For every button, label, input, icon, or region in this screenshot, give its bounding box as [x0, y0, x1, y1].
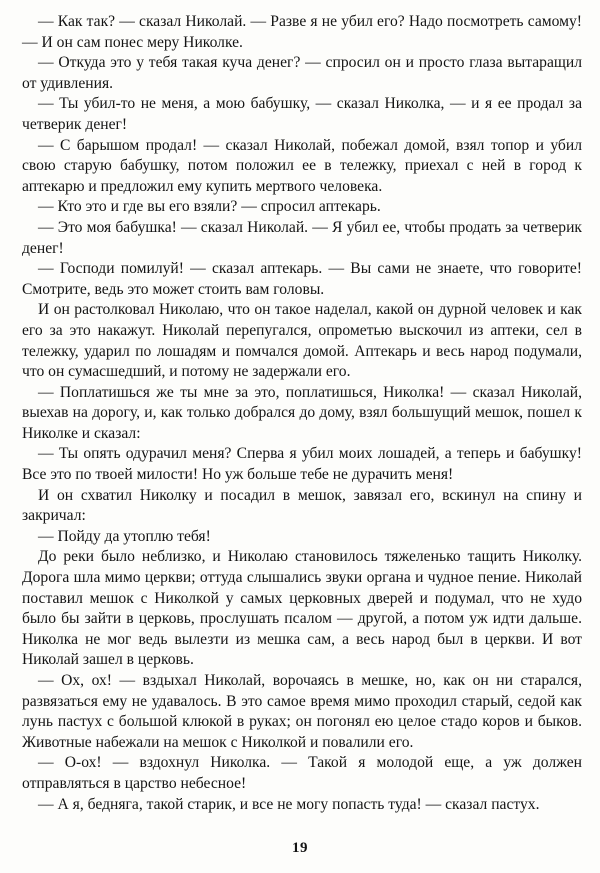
paragraph: — С барышом продал! — сказал Николай, побежал домой, взял топор и убил свою старую бабушку, потом положил ее в тележку, приехал с ней в город к аптекарю и предложил ему купить мертвого человека.	[22, 136, 582, 195]
paragraph: — Это моя бабушка! — сказал Николай. — Я убил ее, чтобы продать за четверик денег!	[22, 218, 582, 257]
paragraph: — Откуда это у тебя такая куча денег? — спросил он и просто глаза вытаращил от удивления.	[22, 54, 582, 92]
paragraph: — Кто это и где вы его взяли? — спросил аптекарь.	[38, 198, 381, 216]
paragraph: — Как так? — сказал Николай. — Разве я не убил его? Надо посмотреть самому! — И он сам понес меру Николке.	[22, 13, 582, 51]
paragraph: — О-ох! — вздохнул Николка. — Такой я молодой еще, а уж должен отправляться в царство небесное!	[22, 754, 582, 792]
story-text	[22, 12, 582, 815]
paragraph: И он схватил Николку и посадил в мешок, завязал его, вскинул на спину и закричал:	[22, 486, 582, 525]
paragraph: — Пойду да утоплю тебя!	[38, 527, 211, 545]
paragraph: — Поплатишься же ты мне за это, поплатишься, Николка! — сказал Николай, выехав на дорогу, и, как только добрался до дому, взял большущий мешок, пошел к Николке и сказал:	[22, 383, 582, 442]
paragraph: — А я, бедняга, такой старик, и все не могу попасть туда! — сказал пастух.	[38, 795, 540, 813]
page-number: 19	[292, 840, 308, 856]
paragraph: — Ты опять одурачил меня? Сперва я убил моих лошадей, а теперь и бабушку! Все это по твоей милости! Но уж больше тебе не дурачить меня!	[22, 445, 582, 484]
paragraph: И он растолковал Николаю, что он такое наделал, какой он дурной человек и как его за это накажут. Николай перепугался, опрометью выскочил из аптеки, сел в тележку, ударил по лошадям и помчался домой. Аптекарь и весь народ подумали, что он сумасшедший, и потому не задержали его.	[22, 301, 582, 381]
paragraph: — Господи помилуй! — сказал аптекарь. — Вы сами не знаете, что говорите! Смотрите, ведь это может стоить вам головы.	[22, 260, 582, 298]
paragraph: — Ты убил-то не меня, а мою бабушку, — сказал Николка, — и я ее продал за четверик денег!	[22, 95, 582, 133]
paragraph: — Ох, ох! — вздыхал Николай, ворочаясь в мешке, но, как он ни старался, развязаться ему не удавалось. В это самое время мимо проходил старый, седой как лунь пастух с большой клюкой в руках; он погонял ею целое стадо коров и быков. Животные набежали на мешок с Николкой и повалили его.	[22, 672, 582, 751]
paragraph: До реки было неблизко, и Николаю становилось тяжеленько тащить Николку. Дорога шла мимо церкви; оттуда слышались звуки органа и чудное пение. Николай поставил мешок с Николкой у самых церковных дверей и подумал, что не худо было бы зайти в церковь, прослушать псалом — другой, а потом уж идти дальше. Николка не мог ведь вылезти из мешка сам, а весь народ был в церкви. И вот Николай зашел в церковь.	[22, 548, 582, 669]
